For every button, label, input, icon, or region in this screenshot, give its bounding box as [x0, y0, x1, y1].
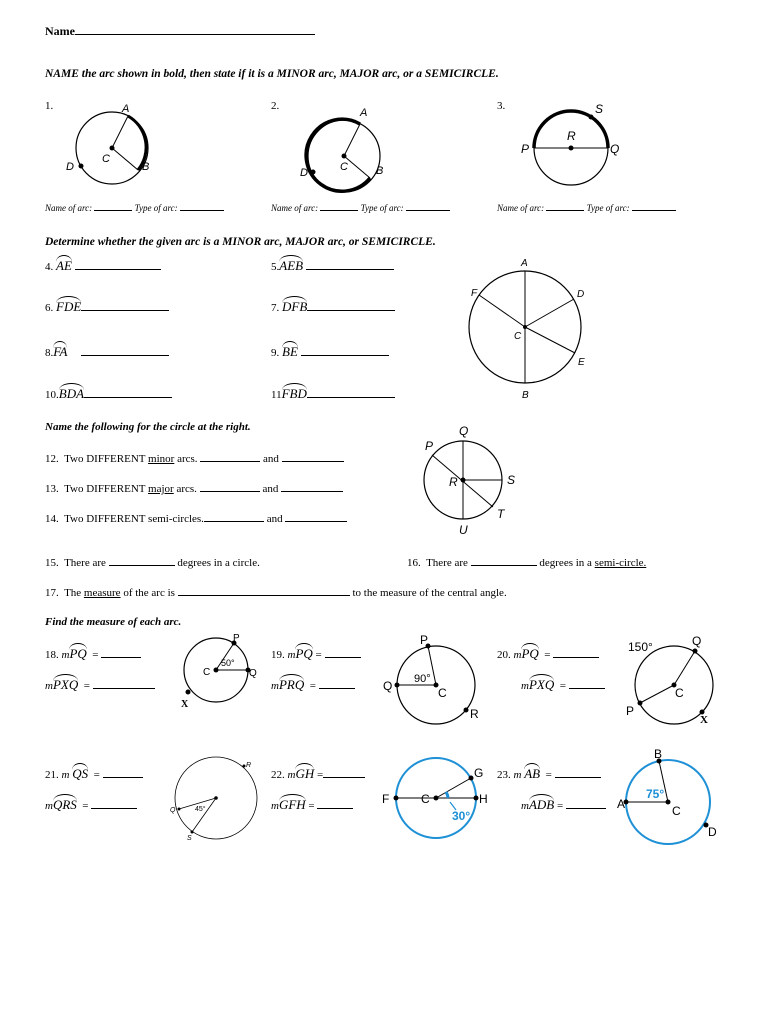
point-p-label: P — [233, 633, 240, 644]
point-t-label: T — [497, 507, 505, 521]
point-q-label: Q — [459, 424, 469, 438]
point-d-label: D — [300, 167, 308, 179]
item-8[interactable]: 8.FA — [45, 341, 169, 360]
circle-diagram-19 — [376, 630, 496, 730]
answer-row-1[interactable]: Name of arc: Type of arc: — [45, 201, 224, 213]
point-q-label: Q — [610, 142, 620, 156]
circle-diagram-1 — [60, 100, 170, 190]
section3-circle-diagram — [415, 422, 535, 540]
point-a-label: A — [360, 107, 368, 119]
point-p-label: P — [626, 704, 635, 718]
point-b-label: B — [142, 161, 150, 173]
problem-1-number: 1. — [45, 100, 54, 112]
point-d-label: D — [708, 825, 717, 839]
problem-18-line2[interactable]: mPXQ = — [45, 674, 155, 693]
point-f-label: F — [471, 288, 478, 299]
point-b-label: B — [522, 390, 529, 401]
angle-label: 30° — [452, 809, 471, 823]
point-a-label: A — [122, 103, 130, 115]
problem-22-line2[interactable]: mGFH = — [271, 794, 353, 813]
point-e-label: E — [578, 357, 585, 368]
answer-row-2[interactable]: Name of arc: Type of arc: — [271, 201, 450, 213]
point-p-label: P — [521, 142, 530, 156]
answer-row-3[interactable]: Name of arc: Type of arc: — [497, 201, 676, 213]
point-r-label: R — [470, 707, 479, 721]
item-5[interactable]: 5.AEB — [271, 255, 394, 274]
point-a-label: A — [617, 797, 626, 811]
point-c-label: C — [203, 667, 211, 678]
point-q-label: Q — [249, 668, 257, 679]
point-x-label: X — [700, 714, 708, 726]
point-q-label: Q — [692, 634, 702, 648]
point-x-label: X — [181, 699, 189, 710]
problem-22-line1[interactable]: 22. mGH = — [271, 763, 365, 782]
item-9[interactable]: 9. BE — [271, 341, 389, 360]
problem-23-line2[interactable]: mADB = — [521, 794, 606, 813]
item-4[interactable]: 4. AE — [45, 255, 161, 274]
point-p-label: P — [420, 633, 429, 647]
question-13[interactable]: 13. Two DIFFERENT major arcs. and — [45, 482, 343, 495]
circle-diagram-21 — [166, 752, 266, 844]
angle-label: 45° — [195, 806, 206, 813]
problem-21-line2[interactable]: mQRS = — [45, 794, 137, 813]
question-12[interactable]: 12. Two DIFFERENT minor arcs. and — [45, 452, 344, 465]
point-c-label: C — [514, 331, 522, 342]
point-d-label: D — [66, 161, 74, 173]
section3-heading: Name the following for the circle at the right. — [45, 421, 251, 433]
point-h-label: H — [479, 792, 488, 806]
point-c-label: C — [675, 686, 684, 700]
item-11[interactable]: 11FBD — [271, 383, 395, 402]
circle-diagram-18 — [176, 630, 266, 710]
angle-label: 150° — [628, 640, 653, 654]
problem-20-line2[interactable]: mPXQ = — [521, 674, 605, 693]
point-g-label: G — [474, 766, 484, 780]
section2-circle-diagram — [462, 255, 602, 405]
point-r-label: R — [246, 762, 252, 769]
circle-diagram-2 — [292, 100, 402, 190]
problem-3-number: 3. — [497, 100, 506, 112]
point-c-label: C — [340, 161, 348, 173]
circle-diagram-20 — [625, 630, 725, 730]
problem-2-number: 2. — [271, 100, 280, 112]
point-c-label: C — [102, 153, 110, 165]
point-s-label: S — [187, 835, 192, 842]
point-p-label: P — [425, 439, 434, 453]
point-c-label: C — [672, 804, 681, 818]
question-16[interactable]: 16. There are degrees in a semi-circle. — [407, 557, 647, 569]
angle-label: 75° — [646, 787, 665, 801]
point-s-label: S — [595, 102, 604, 116]
section2-heading: Determine whether the given arc is a MINOR arc, MAJOR arc, or SEMICIRCLE. — [45, 236, 436, 248]
point-q-label: Q — [383, 679, 393, 693]
section1-heading: NAME the arc shown in bold, then state if it is a MINOR arc, MAJOR arc, or a SEMICIRCLE. — [45, 68, 499, 80]
point-u-label: U — [459, 523, 468, 537]
angle-label: 50° — [221, 658, 235, 668]
point-a-label: A — [521, 258, 528, 269]
problem-18-line1[interactable]: 18. mPQ = — [45, 643, 141, 662]
point-s-label: S — [507, 473, 516, 487]
item-10[interactable]: 10.BDA — [45, 383, 172, 402]
point-r-label: R — [567, 129, 576, 143]
section4-heading: Find the measure of each arc. — [45, 616, 182, 628]
point-d-label: D — [577, 289, 585, 300]
point-b-label: B — [376, 165, 384, 177]
circle-diagram-23 — [614, 746, 726, 848]
problem-19-line2[interactable]: mPRQ = — [271, 674, 355, 693]
problem-20-line1[interactable]: 20. mPQ = — [497, 643, 599, 662]
point-c-label: C — [438, 686, 447, 700]
problem-23-line1[interactable]: 23. m AB = — [497, 763, 601, 782]
item-7[interactable]: 7. DFB — [271, 296, 395, 315]
point-r-label: R — [449, 475, 458, 489]
name-label: Name — [45, 24, 75, 38]
circle-diagram-22 — [376, 752, 496, 847]
point-q-label: Q — [170, 807, 176, 814]
point-c-label: C — [421, 792, 430, 806]
question-14[interactable]: 14. Two DIFFERENT semi-circles. and — [45, 512, 347, 525]
problem-19-line1[interactable]: 19. mPQ = — [271, 643, 361, 662]
point-f-label: F — [382, 792, 390, 806]
problem-21-line1[interactable]: 21. m QS = — [45, 763, 143, 782]
question-15[interactable]: 15. There are degrees in a circle. — [45, 557, 260, 569]
circle-diagram-3 — [515, 100, 635, 190]
item-6[interactable]: 6. FDE — [45, 296, 169, 315]
question-17[interactable]: 17. The measure of the arc is to the measure of the central angle. — [45, 587, 507, 599]
point-b-label: B — [654, 747, 663, 761]
name-field[interactable] — [45, 24, 315, 39]
angle-label: 90° — [414, 673, 431, 685]
